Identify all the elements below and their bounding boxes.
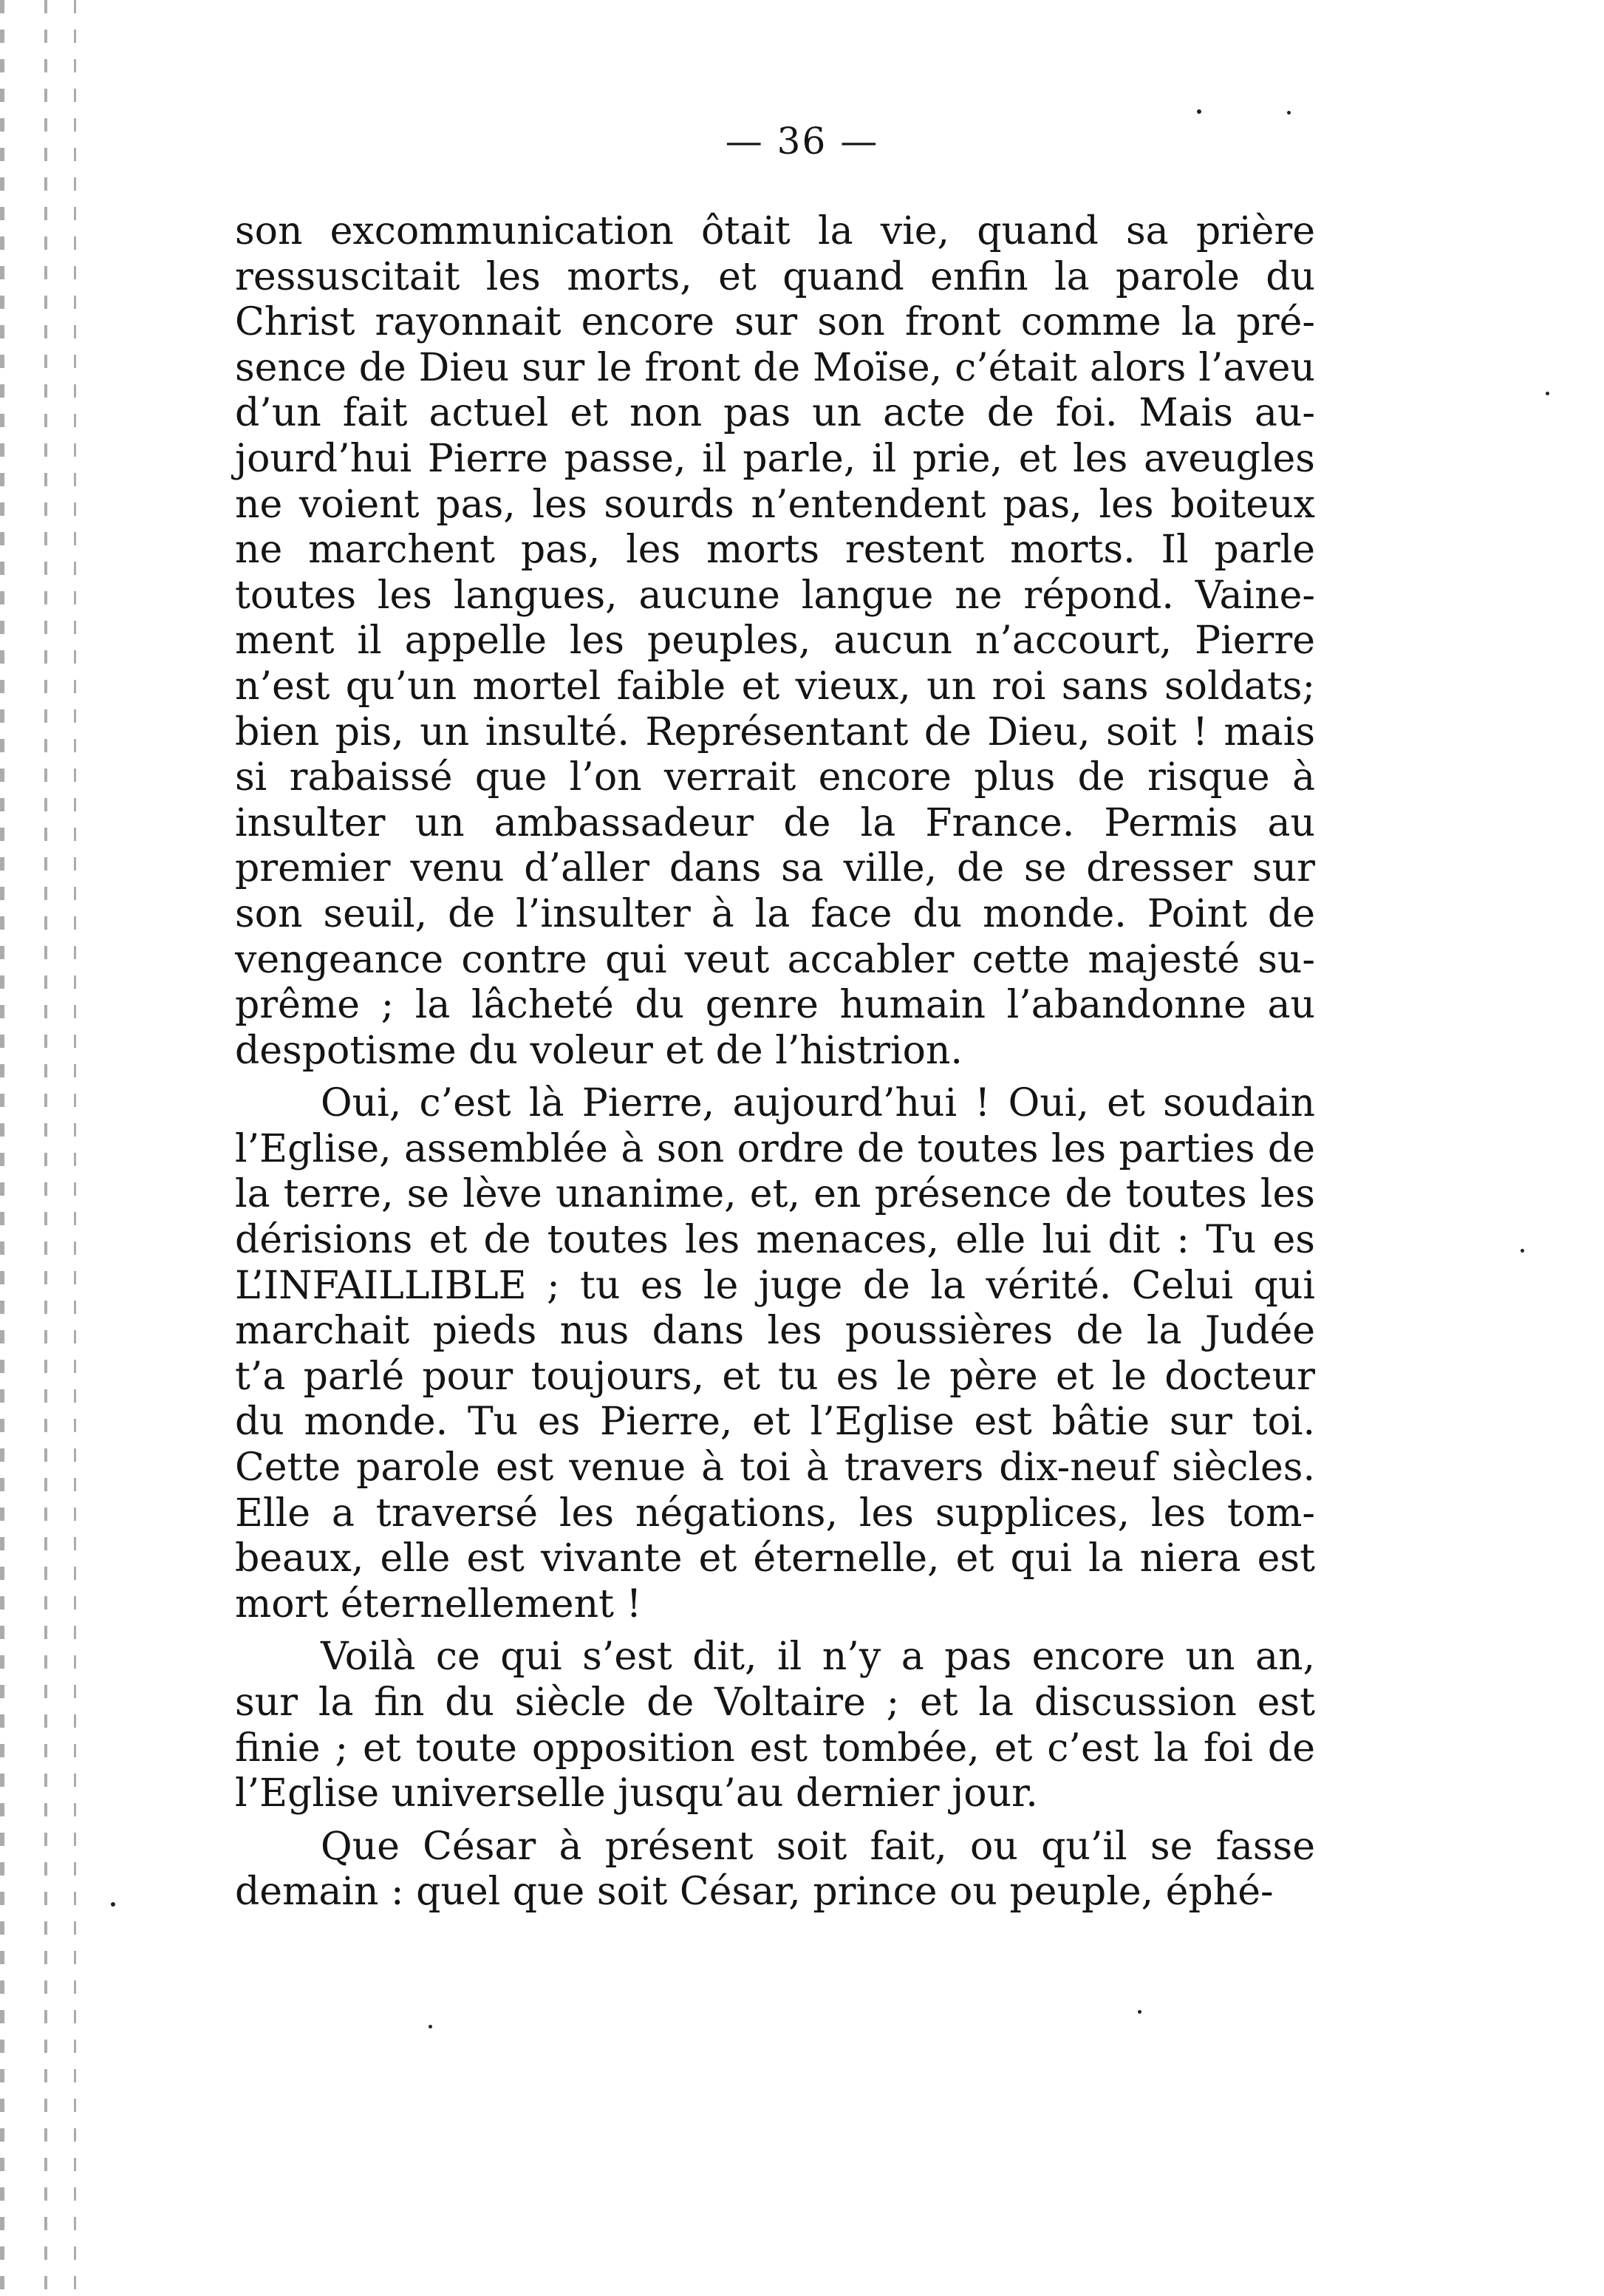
- paragraph-2: [235, 1081, 1315, 1627]
- text-line: jourd’hui Pierre passe, il parle, il prie, et les aveugles: [235, 436, 1315, 481]
- scan-speck: [1287, 111, 1291, 115]
- text-line: sur la fin du siècle de Voltaire ; et la discussion est: [235, 1680, 1315, 1725]
- text-line: prême ; la lâcheté du genre humain l’abandonne au: [235, 983, 1315, 1028]
- paragraph-4: [235, 1825, 1315, 1915]
- text-line: d’un fait actuel et non pas un acte de foi. Mais au-: [235, 391, 1315, 436]
- text-line: ressuscitait les morts, et quand enfin la parole du: [235, 254, 1315, 299]
- text-line: du monde. Tu es Pierre, et l’Eglise est bâtie sur toi.: [235, 1400, 1315, 1445]
- text-line: son excommunication ôtait la vie, quand sa prière: [235, 209, 1315, 253]
- scan-speck: [1546, 392, 1549, 395]
- text-line: si rabaissé que l’on verrait encore plus de risque à: [235, 755, 1315, 800]
- text-line: Cette parole est venue à toi à travers dix-neuf siècles.: [235, 1445, 1315, 1491]
- text-line: la terre, se lève unanime, et, en présence de toutes les: [235, 1172, 1315, 1217]
- scan-speck: [1197, 109, 1201, 114]
- text-line: n’est qu’un mortel faible et vieux, un roi sans soldats;: [235, 664, 1315, 709]
- text-line: insulter un ambassadeur de la France. Permis au: [235, 800, 1315, 845]
- binding-edge-shadow: [0, 0, 89, 2296]
- page-number: — 36 —: [725, 120, 879, 163]
- text-line: vengeance contre qui veut accabler cette majesté su-: [235, 937, 1315, 982]
- text-line: dérisions et de toutes les menaces, elle lui dit : Tu es: [235, 1218, 1315, 1263]
- scan-speck: [1138, 2010, 1141, 2014]
- text-line: premier venu d’aller dans sa ville, de se dresser sur: [235, 846, 1315, 891]
- text-line: ne marchent pas, les morts restent morts. Il parle: [235, 528, 1315, 573]
- text-line: toutes les langues, aucune langue ne répond. Vaine-: [235, 573, 1315, 618]
- paragraph-3: [235, 1635, 1315, 1816]
- text-line: bien pis, un insulté. Représentant de Dieu, soit ! mais: [235, 709, 1315, 754]
- text-line: Oui, c’est là Pierre, aujourd’hui ! Oui, et soudain: [321, 1081, 1315, 1126]
- text-line: Que César à présent soit fait, ou qu’il se fasse: [321, 1824, 1315, 1869]
- text-line: mort éternellement !: [235, 1581, 642, 1626]
- text-line: demain : quel que soit César, prince ou peuple, éphé-: [235, 1870, 1274, 1915]
- text-line: despotisme du voleur et de l’histrion.: [235, 1028, 963, 1073]
- text-line: t’a parlé pour toujours, et tu es le père et le docteur: [235, 1354, 1315, 1399]
- text-line: ne voient pas, les sourds n’entendent pas, les boiteux: [235, 482, 1315, 527]
- text-line: L’INFAILLIBLE ; tu es le juge de la vérité. Celui qui: [235, 1263, 1315, 1308]
- text-line: beaux, elle est vivante et éternelle, et qui la niera est: [235, 1536, 1315, 1581]
- text-line: sence de Dieu sur le front de Moïse, c’était alors l’aveu: [235, 345, 1315, 390]
- text-line: marchait pieds nus dans les poussières de la Judée: [235, 1309, 1315, 1354]
- body-text: [235, 209, 1315, 1915]
- text-line: ment il appelle les peuples, aucun n’accourt, Pierre: [235, 619, 1315, 664]
- scan-speck: [429, 2025, 432, 2028]
- text-line: son seuil, de l’insulter à la face du monde. Point de: [235, 891, 1315, 936]
- text-line: Elle a traversé les négations, les supplices, les tom-: [235, 1491, 1315, 1536]
- scan-speck: [111, 1902, 115, 1907]
- text-line: Christ rayonnait encore sur son front comme la pré-: [235, 300, 1315, 345]
- text-line: Voilà ce qui s’est dit, il n’y a pas encore un an,: [321, 1635, 1315, 1680]
- text-line: l’Eglise, assemblée à son ordre de toutes les parties de: [235, 1126, 1315, 1171]
- scan-speck: [1521, 1249, 1524, 1253]
- text-line: finie ; et toute opposition est tombée, et c’est la foi de: [235, 1726, 1315, 1771]
- paragraph-1: [235, 209, 1315, 1074]
- text-line: l’Eglise universelle jusqu’au dernier jour.: [235, 1771, 1038, 1816]
